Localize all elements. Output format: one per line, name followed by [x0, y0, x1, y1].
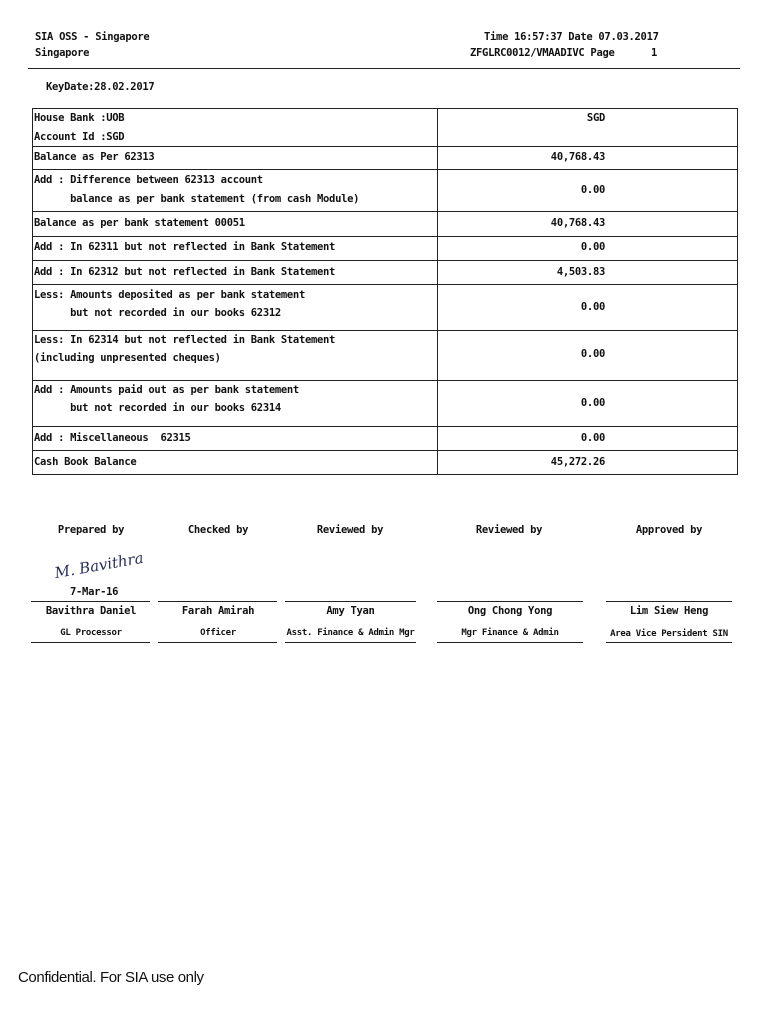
table-row-label: Add : Miscellaneous 62315	[34, 432, 191, 444]
table-row-label-2: but not recorded in our books 62314	[34, 402, 281, 414]
preparer-title: GL Processor	[60, 628, 122, 638]
keydate: KeyDate:28.02.2017	[46, 81, 155, 93]
table-row-value: 45,272.26	[550, 456, 605, 468]
account-id: Account Id :SGD	[34, 131, 125, 143]
table-row-label: Less: In 62314 but not reflected in Bank Statement	[34, 334, 336, 346]
reviewer-name: Ong Chong Yong	[467, 605, 553, 617]
table-row-value: 4,503.83	[556, 266, 605, 278]
reviewer-title: Mgr Finance & Admin	[461, 628, 559, 638]
approver-title: Area Vice Persident SIN	[610, 629, 728, 639]
table-row-label: Add : Amounts paid out as per bank statement	[34, 384, 299, 396]
reviewer-name: Amy Tyan	[326, 605, 375, 617]
table-row-label: Add : Difference between 62313 account	[34, 174, 263, 186]
reviewer-title: Asst. Finance & Admin Mgr	[286, 628, 415, 638]
table-row-label: Add : In 62311 but not reflected in Bank Statement	[34, 241, 336, 253]
approver-name: Lim Siew Heng	[629, 605, 709, 617]
table-row-value: 0.00	[580, 397, 605, 409]
checked-by-label: Checked by	[187, 524, 249, 536]
location: Singapore	[35, 47, 90, 59]
house-bank: House Bank :UOB	[34, 112, 125, 124]
currency-header: SGD	[586, 112, 605, 124]
table-row-value: 40,768.43	[550, 151, 605, 163]
table-row-value: 0.00	[580, 432, 605, 444]
prepared-date: 7-Mar-16	[70, 586, 119, 598]
table-row-label: Add : In 62312 but not reflected in Bank Statement	[34, 266, 336, 278]
reviewed-by-label: Reviewed by	[316, 524, 384, 536]
time-date: Time 16:57:37 Date 07.03.2017	[484, 31, 659, 43]
prepared-by-label: Prepared by	[57, 524, 125, 536]
table-row-label: Cash Book Balance	[34, 456, 137, 468]
program-page: ZFGLRC0012/VMAADIVC Page	[470, 47, 615, 59]
checker-title: Officer	[200, 628, 236, 638]
page-number: 1	[651, 47, 658, 59]
table-row-value: 0.00	[580, 241, 605, 253]
company-name: SIA OSS - Singapore	[35, 31, 150, 43]
checker-name: Farah Amirah	[181, 605, 255, 617]
approved-by-label: Approved by	[635, 524, 703, 536]
svg-text:M. Bavithra: M. Bavithra	[53, 548, 145, 583]
header-divider	[28, 68, 740, 69]
table-row-label-2: but not recorded in our books 62312	[34, 307, 281, 319]
confidential-footer: Confidential. For SIA use only	[18, 969, 204, 986]
table-row-label-2: balance as per bank statement (from cash Module)	[34, 193, 360, 205]
reviewed-by-label: Reviewed by	[475, 524, 543, 536]
table-row-value: 0.00	[580, 301, 605, 313]
table-row-label: Balance as per bank statement 00051	[34, 217, 245, 229]
table-row-value: 0.00	[580, 348, 605, 360]
table-row-label: Balance as Per 62313	[34, 151, 155, 163]
handwritten-signature	[50, 546, 145, 583]
table-row-label: Less: Amounts deposited as per bank statement	[34, 289, 305, 301]
preparer-name: Bavithra Daniel	[45, 605, 137, 617]
table-row-value: 0.00	[580, 184, 605, 196]
table-row-label-2: (including unpresented cheques)	[34, 352, 221, 364]
table-row-value: 40,768.43	[550, 217, 605, 229]
